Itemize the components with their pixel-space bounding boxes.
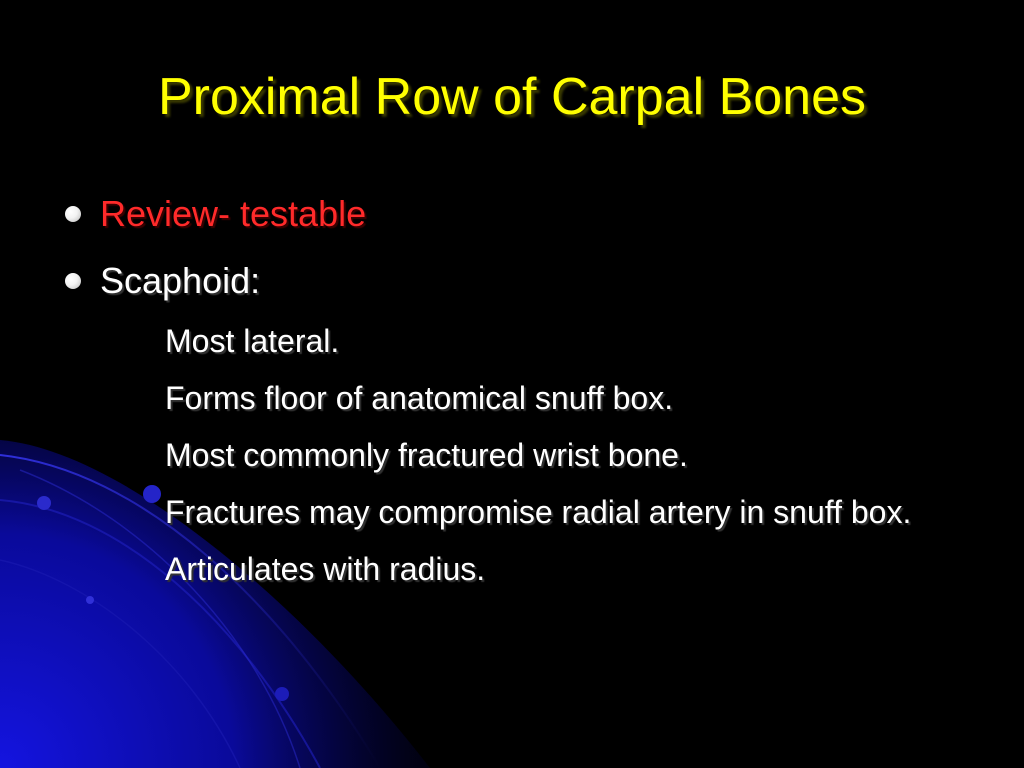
scaphoid-details: [165, 318, 925, 603]
decor-dot: [275, 687, 289, 701]
bullet-text: Scaphoid:: [100, 260, 261, 301]
decor-dot: [86, 596, 94, 604]
decor-dot: [143, 485, 161, 503]
bullet-text: Review- testable: [100, 193, 367, 234]
bullet-review-testable: [65, 192, 366, 236]
bullet-scaphoid: [65, 259, 260, 303]
sub-item: Fractures may compromise radial artery in snuff box.: [165, 494, 912, 530]
sub-item: Articulates with radius.: [165, 551, 486, 587]
sub-item: Most commonly fractured wrist bone.: [165, 437, 688, 473]
slide-title: Proximal Row of Carpal Bones: [157, 68, 867, 126]
sub-item: Forms floor of anatomical snuff box.: [165, 380, 674, 416]
sub-item: Most lateral.: [165, 323, 340, 359]
decor-dot: [37, 496, 51, 510]
bullet-dot-icon: [65, 273, 81, 289]
bullet-dot-icon: [65, 206, 81, 222]
